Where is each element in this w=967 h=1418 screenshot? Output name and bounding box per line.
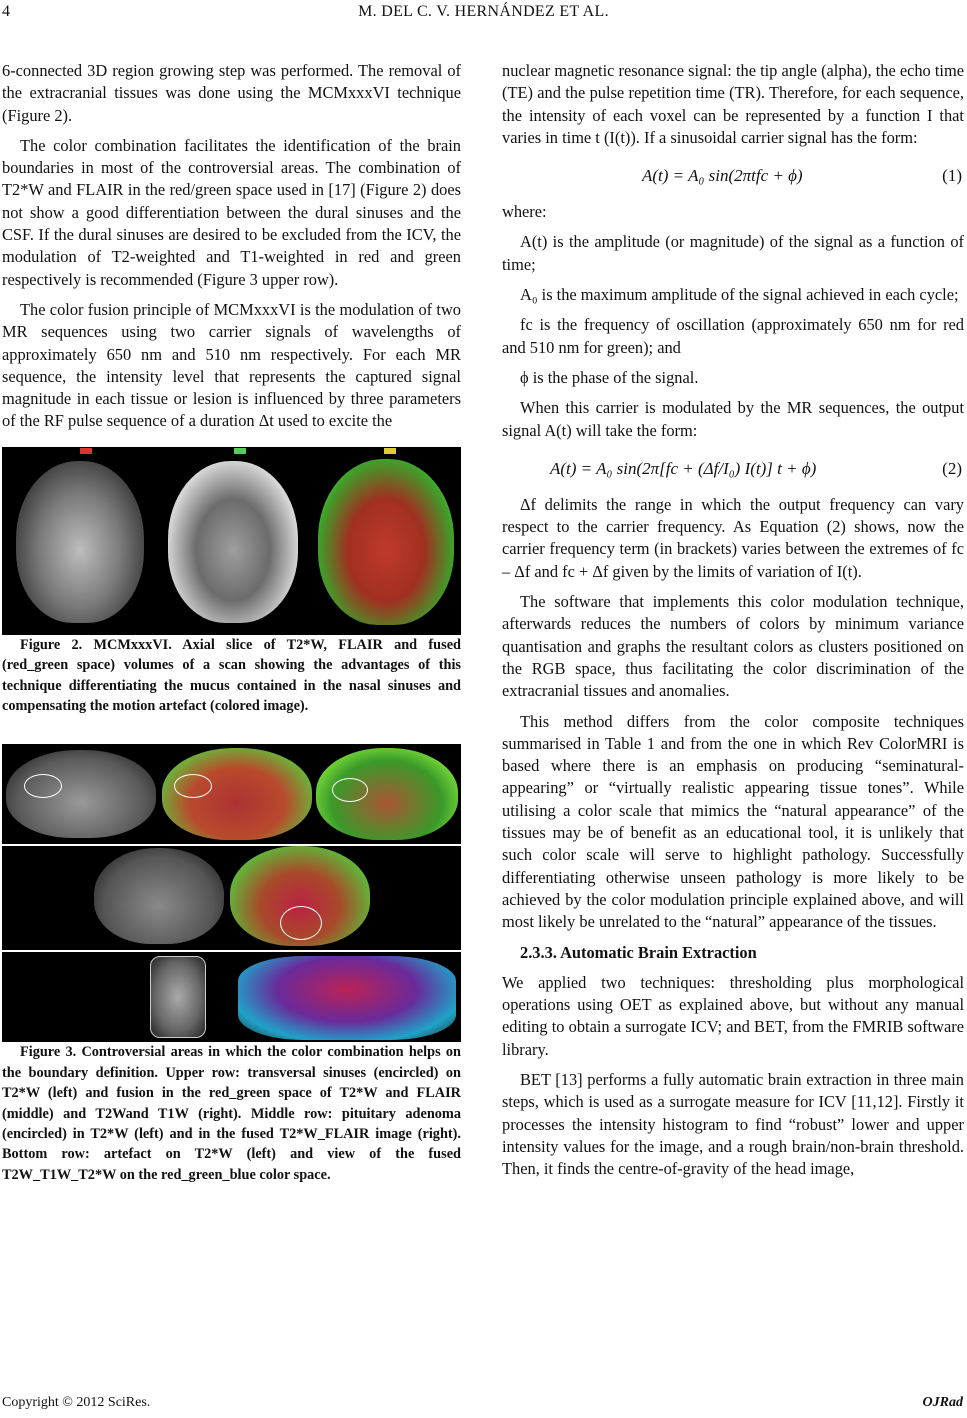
running-title: M. DEL C. V. HERNÁNDEZ ET AL. [358, 3, 609, 20]
right-paragraph-6: We applied two techniques: thresholding plus morphological operations using OET as explained above, but without any manual editing to obtain a surrogate ICV; and BET, from the FMRIB software library. [502, 972, 964, 1059]
figure-3-artefact [150, 956, 206, 1038]
left-paragraph-3: The color fusion principle of MCMxxxVI is the modulation of two MR sequences using two carrier signals of wavelengths of approximately 650 nm and 510 nm respectively. For each MR sequence, the intensity level that represents the captured signal magnitude in each tissue or lesion is influenced by three parameters of the RF pulse sequence of a duration Δt used to excite the [2, 299, 461, 431]
equation-1-number: (1) [942, 166, 962, 186]
footer-copyright: Copyright © 2012 SciRes. [2, 1395, 151, 1410]
definition-1: A(t) is the amplitude (or magnitude) of the signal as a function of time; [502, 232, 964, 274]
figure-3-image [2, 744, 461, 1042]
right-paragraph-2: When this carrier is modulated by the MR sequences, the output signal A(t) will take the form: [502, 398, 964, 440]
equation-1 [502, 157, 964, 201]
figure-2-fused-brain [318, 459, 454, 625]
where-label: where: [502, 202, 547, 222]
section-heading: 2.3.3. Automatic Brain Extraction [520, 942, 757, 962]
equation-2 [502, 450, 964, 494]
figure-3-caption: Figure 3. Controversial areas in which the color combination helps on the boundary definition. Upper row: transversal sinuses (encircled) on T2*W (left) and fusion in the red_green space of T2*W and FLAIR (middle) and T2Wand T1W (right). Middle row: pituitary adenoma (encircled) in T2*W (left) and in the fused T2*W_FLAIR image (right). Bottom row: artefact on T2*W (left) and view of the fused T2W_T1W_T2*W on the red_green_blue color space. [2, 1044, 461, 1183]
equation-2-body: A(t) = A₀ sin(2π[fc + (Δf/I₀) I(t)] t + ϕ) [550, 458, 817, 478]
definition-3: fc is the frequency of oscillation (approximately 650 nm for red and 510 nm for green); and [502, 315, 964, 357]
footer-journal: OJRad [922, 1395, 963, 1410]
figure-2-flair-brain [168, 461, 298, 623]
equation-2-number: (2) [942, 458, 962, 478]
right-paragraph-4: The software that implements this color modulation technique, afterwards reduces the numbers of colors by minimum variance quantisation and graphs the resultant colors as clusters positioned on the RGB space, thus facilitating the color discrimination of the extracranial tissues and anomalies. [502, 592, 964, 701]
figure-2-label-green [234, 448, 246, 454]
figure-3-rgb-fused [238, 956, 456, 1040]
right-paragraph-1: nuclear magnetic resonance signal: the tip angle (alpha), the echo time (TE) and the pulse repetition time (TR). Therefore, for each sequence, the intensity of each voxel can be represented by a function I that varies in time t (I(t)). If a sinusoidal carrier signal has the form: [502, 61, 964, 147]
figure-2-caption: Figure 2. MCMxxxVI. Axial slice of T2*W, FLAIR and fused (red_green space) volumes of a scan showing the advantages of this technique differentiating the mucus contained in the nasal sinuses and compensating the motion artefact (colored image). [2, 636, 461, 714]
figure-3-row-divider-1 [2, 844, 461, 846]
figure-2-label-yellow [384, 448, 396, 454]
page-number: 4 [2, 3, 10, 20]
left-column [2, 60, 461, 1193]
figure-2-image [2, 447, 461, 635]
right-paragraph-7: BET [13] performs a fully automatic brain extraction in three main steps, which is used as a surrogate measure for ICV [11,12]. Firstly it processes the intensity histogram to find “robust” lower and upper intensity values for the image, and a rough brain/non-brain threshold. Then, it finds the centre-of-gravity of the head image, [502, 1069, 964, 1179]
right-column [502, 60, 964, 1188]
left-paragraph-2: The color combination facilitates the identification of the brain boundaries in most of the controversial areas. The combination of T2*W and FLAIR in the red/green space used in [17] (Figure 2) does not show a good differentiation between the dural sinuses and the CSF. If the dural sinuses are desired to be excluded from the ICV, the modulation of T2-weighted and T1-weighted in red and green respectively is recommended (Figure 3 upper row). [2, 135, 461, 289]
definition-2: A₀ is the maximum amplitude of the signal achieved in each cycle; [520, 285, 959, 305]
definition-4: ϕ is the phase of the signal. [520, 367, 699, 387]
figure-2-label-red [80, 448, 92, 454]
left-paragraph-1: 6-connected 3D region growing step was performed. The removal of the extracranial tissues was done using the MCMxxxVI technique (Figure 2). [2, 61, 461, 125]
equation-1-body: A(t) = A₀ sin(2πtfc + ϕ) [642, 166, 803, 186]
right-paragraph-5: This method differs from the color composite techniques summarised in Table 1 and from the one in which Rev ColorMRI is based where there is an emphasis on producing “seminatural-appearing” or “virtually realistic appearing tissue tones”. While utilising a color scale that mimics the “natural appearance” of the tissues may be of benefit as an educational tool, it is unlikely that such color scale will serve to highlight pathology. Successfully differentiating otherwise unseen pathology is more likely to be achieved by the color modulation principle explained above, and will most likely be unrelated to the “natural” appearance of the tissues. [502, 711, 964, 932]
figure-3-row-divider-2 [2, 950, 461, 952]
figure-2-t2w-brain [16, 461, 144, 623]
right-paragraph-3: Δf delimits the range in which the output frequency can vary respect to the carrier frequency. As Equation (2) shows, now the carrier frequency term (in brackets) varies between the extremes of fc – Δf and fc + Δf given by the limits of variation of I(t). [502, 494, 964, 581]
figure-3-t2w-pituitary [94, 848, 224, 944]
